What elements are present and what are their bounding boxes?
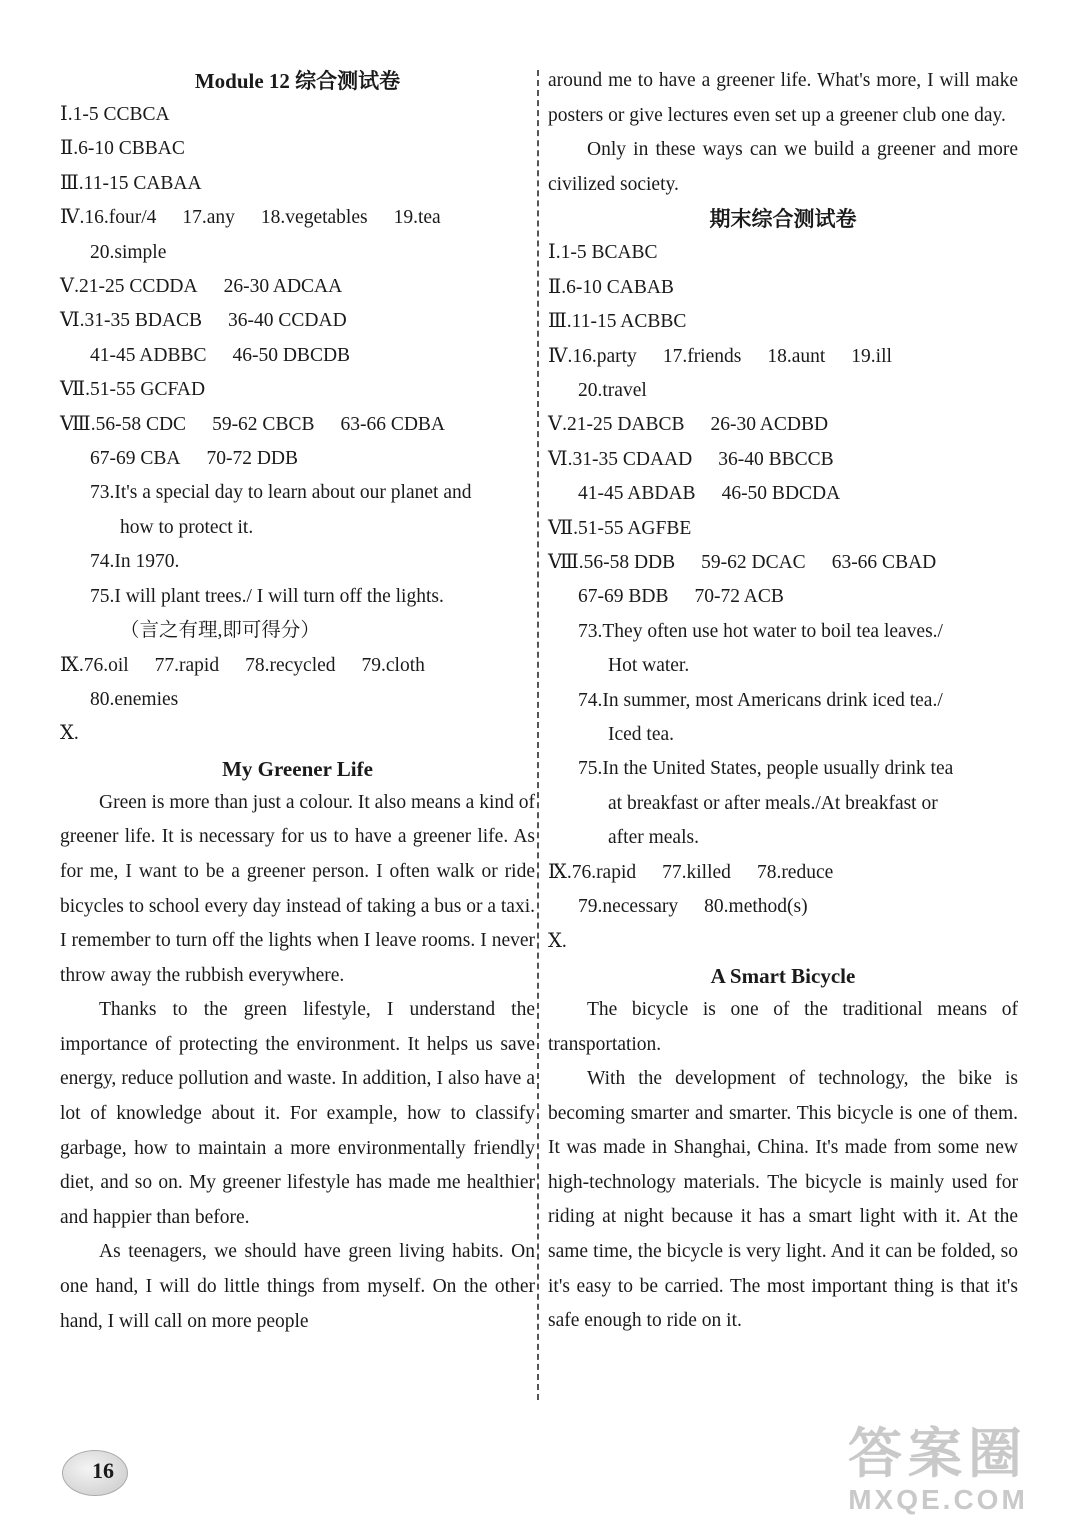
answer-line: [60, 201, 535, 235]
essay-title: A Smart Bicycle: [710, 963, 856, 988]
answer-line: Ⅹ.: [548, 930, 567, 952]
answer-item: 59-62 CBCB: [212, 413, 315, 435]
answer-item: Ⅴ.21-25 DABCB: [548, 414, 685, 436]
essay-paragraph: The bicycle is one of the traditional means of transportation.: [548, 998, 1018, 1055]
answer-line: [60, 408, 535, 442]
answer-line: 73.They often use hot water to boil tea leaves./: [578, 620, 943, 642]
answer-line: [548, 340, 1018, 374]
left-column: [60, 64, 535, 1339]
answer-item: 36-40 CCDAD: [228, 310, 347, 332]
answer-item: 63-66 CBAD: [831, 552, 937, 574]
answer-line: 74.In summer, most Americans drink iced tea./: [578, 689, 943, 711]
answer-item: 18.aunt: [767, 345, 826, 367]
answer-line: Ⅲ.11-15 ACBBC: [548, 311, 687, 333]
answer-line: [60, 442, 535, 476]
answer-line: Iced tea.: [608, 724, 675, 746]
essay-body: [548, 133, 1018, 202]
answer-line: Ⅶ.51-55 AGFBE: [548, 517, 692, 539]
answer-line: Ⅱ.6-10 CBBAC: [60, 138, 185, 160]
answer-line: [548, 856, 1018, 890]
answer-item: Ⅸ.76.oil: [60, 654, 129, 676]
answer-line: at breakfast or after meals./At breakfast or: [608, 792, 938, 814]
essay-paragraph: Green is more than just a colour. It also means a kind of greener life. It is necessary for us to have a greener life. As for me, I want to be a greener person. I often walk or ride bicycles to school every day instead of taking a bus or a taxi. I remember to turn off the lights when I leave rooms. I never throw away the rubbish everywhere.: [60, 791, 535, 986]
answer-item: Ⅳ.16.party: [548, 345, 637, 367]
essay-body: [60, 786, 535, 1340]
answer-line: Ⅱ.6-10 CABAB: [548, 276, 674, 298]
answer-line: after meals.: [608, 827, 699, 849]
answer-item: Ⅸ.76.rapid: [548, 861, 637, 883]
answer-item: 46-50 DBCDB: [232, 344, 351, 366]
answer-item: Ⅳ.16.four/4: [60, 207, 157, 229]
answer-item: 70-72 DDB: [206, 448, 299, 470]
answer-line: 20.simple: [90, 241, 167, 263]
answer-item: Ⅵ.31-35 BDACB: [60, 310, 203, 332]
watermark-logo: [848, 1424, 1028, 1516]
answer-line: [548, 408, 1018, 442]
answer-line: Ⅰ.1-5 BCABC: [548, 242, 658, 264]
answer-item: 63-66 CDBA: [340, 413, 446, 435]
answer-line: 75.In the United States, people usually drink tea: [578, 758, 954, 780]
answer-line: Ⅰ.1-5 CCBCA: [60, 104, 170, 125]
answer-item: 67-69 CBA: [90, 448, 181, 470]
answer-line: Ⅶ.51-55 GCFAD: [60, 379, 206, 401]
answer-item: 77.killed: [662, 861, 731, 883]
module12-title: Module 12 综合测试卷: [194, 69, 401, 93]
answer-item: 80.method(s): [704, 896, 808, 918]
answer-item: 19.ill: [851, 345, 892, 367]
answer-item: 67-69 BDB: [578, 586, 669, 608]
answer-line: [60, 270, 535, 304]
final-test-title: 期末综合测试卷: [709, 207, 857, 232]
answer-line: [548, 546, 1018, 580]
answer-line: [548, 580, 1018, 614]
essay-paragraph: With the development of technology, the bike is becoming smarter and smarter. This bicycle is one of them. It was made in Shanghai, China. It's made from some new high-technology materials. The bicycle is mainly used for riding at night because it has a smart light with it. At the same time, the bicycle is very light. And it can be folded, so it's easy to be carried. The most important thing is that it's safe enough to ride on it.: [548, 1068, 1018, 1332]
answer-line: [60, 339, 535, 373]
answer-line: 74.In 1970.: [90, 551, 180, 573]
answer-item: 41-45 ADBBC: [90, 344, 207, 366]
answer-line: [60, 649, 535, 683]
answer-item: 78.recycled: [245, 654, 336, 676]
answer-line: Ⅹ.: [60, 723, 79, 745]
column-divider: [537, 70, 539, 1400]
essay-paragraph: Only in these ways can we build a greener and more civilized society.: [548, 139, 1018, 195]
answer-item: 70-72 ACB: [694, 586, 784, 608]
essay-paragraph: As teenagers, we should have green living habits. On one hand, I will do little things from myself. On the other hand, I will call on more people: [60, 1241, 535, 1332]
answer-item: Ⅴ.21-25 CCDDA: [60, 276, 198, 298]
answer-item: 36-40 BBCCB: [718, 448, 834, 470]
answer-line: 73.It's a special day to learn about our planet and: [90, 482, 472, 504]
essay-paragraph: Thanks to the green lifestyle, I understand the importance of protecting the environment. It helps us save energy, reduce pollution and waste. In addition, I also have a lot of knowledge about it. For example, how to classify garbage, how to maintain a more environmentally friendly diet, and so on. My greener lifestyle has made me healthier and happier than before.: [60, 999, 535, 1228]
answer-item: 17.friends: [662, 345, 742, 367]
answer-line: 20.travel: [578, 380, 647, 401]
answer-line: 80.enemies: [90, 688, 179, 710]
answer-line: [548, 890, 1018, 924]
answer-line: [60, 304, 535, 338]
page-number: 16: [92, 1458, 114, 1483]
answer-line: 75.I will plant trees./ I will turn off the lights.: [90, 585, 444, 607]
answer-line: Ⅲ.11-15 CABAA: [60, 172, 202, 194]
answer-item: 79.cloth: [361, 654, 425, 676]
answer-item: 26-30 ADCAA: [223, 276, 343, 298]
answer-line: how to protect it.: [120, 516, 254, 538]
answer-item: 77.rapid: [154, 654, 220, 676]
answer-item: 18.vegetables: [260, 207, 368, 229]
essay-body: [548, 993, 1018, 1339]
answer-item: Ⅷ.56-58 DDB: [548, 552, 676, 574]
watermark-text: 答案圈: [848, 1424, 1028, 1484]
page-footer: [62, 1450, 128, 1496]
answer-item: 26-30 ACDBD: [710, 414, 829, 436]
answer-line: [548, 443, 1018, 477]
answer-line: [548, 477, 1018, 511]
answer-item: 41-45 ABDAB: [578, 483, 696, 505]
answer-item: 19.tea: [393, 207, 441, 229]
scoring-note: （言之有理,即可得分）: [120, 620, 320, 642]
essay-continuation: [548, 64, 1018, 133]
answer-item: Ⅵ.31-35 CDAAD: [548, 448, 693, 470]
watermark-url: MXQE.COM: [848, 1484, 1028, 1515]
answer-item: 59-62 DCAC: [701, 552, 806, 574]
answer-item: 17.any: [182, 207, 235, 229]
essay-title: My Greener Life: [222, 756, 373, 781]
answer-item: Ⅷ.56-58 CDC: [60, 413, 187, 435]
essay-paragraph: around me to have a greener life. What's more, I will make posters or give lectures even set up a greener club one day.: [548, 70, 1018, 126]
right-column: [548, 64, 1018, 1339]
answer-item: 46-50 BDCDA: [721, 483, 841, 505]
answer-line: Hot water.: [608, 655, 690, 677]
answer-item: 78.reduce: [756, 861, 834, 883]
answer-item: 79.necessary: [578, 896, 679, 918]
